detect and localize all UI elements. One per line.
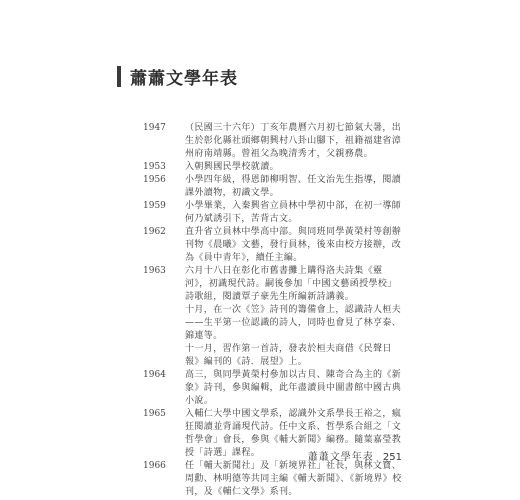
entry-text: 入朝興國民學校就讀。 <box>185 162 280 172</box>
chronology-entry <box>0 200 520 226</box>
entry-year: 1959 <box>143 201 166 211</box>
page-title: 蕭蕭文學年表 <box>130 69 238 89</box>
entry-year: 1962 <box>143 227 166 237</box>
running-title: 蕭蕭文學年表 <box>307 452 374 463</box>
chronology-entry <box>0 161 520 174</box>
chronology-entry <box>0 265 520 304</box>
chronology-entry <box>0 343 520 369</box>
chronology-entry <box>0 369 520 408</box>
title-accent-bar <box>117 66 121 87</box>
entry-text: 任「輔大新聞社」及「新境界社」社長，與林文寶、周勳、林明德等共同主編《輔大新聞》、《新境界》校刊，及《輔仁文學》系刊。 <box>185 461 402 497</box>
entry-text: 小學畢業，入秦興省立員林中學初中部，在初一導師何乃斌誘引下，苦背古文。 <box>185 201 402 224</box>
entry-text: （民國三十六年）丁亥年農曆六月初七節氣大暑，出生於彰化縣社頭鄉朝興村八卦山腳下，祖籍福建省漳州府南靖縣。曾祖父為晚清秀才，父親務農。 <box>185 123 402 159</box>
entry-text: 高三，與同學黃榮村參加以古貝、陳奇合為主的《新象》詩刊，參與編輯，此年盡讀員中圖書館中國古典小說。 <box>185 370 402 406</box>
entry-year: 1964 <box>143 370 166 380</box>
entry-text: 六月十八日在彰化市舊書攤上購得洛夫詩集《靈河》，初識現代詩。嗣後參加「中國文藝函授學校」詩歌組，閱讀覃子豪先生所編新詩講義。 <box>185 266 397 302</box>
entry-text: 直升省立員林中學高中部。與同班同學黃榮村等創辦刊物《晨曦》文藝，發行員林，後來由校方接辦，改為《員中青年》，續任主編。 <box>185 227 402 263</box>
entry-year: 1963 <box>143 266 166 276</box>
entry-text: 十月，在一次《笠》詩刊的籌備會上，認識詩人桓夫——生平第一位認識的詩人，同時也會見了林亨泰、錦連等。 <box>185 305 402 341</box>
page-number: 251 <box>382 452 402 463</box>
entry-year: 1956 <box>143 175 166 185</box>
chronology-entry <box>0 226 520 265</box>
entry-year: 1947 <box>143 123 166 133</box>
chronology-entry <box>0 174 520 200</box>
chronology-entry <box>0 460 520 499</box>
entry-text: 入輔仁大學中國文學系，認識外文系學長王裕之，瘋狂閱讀並背誦現代詩。任中文系、哲學系合組之「文哲學會」會長，參與《輔大新聞》編務。隨葉嘉瑩教授「詩選」課程。 <box>185 409 402 458</box>
entry-year: 1966 <box>143 461 166 471</box>
chronology-entry <box>0 122 520 161</box>
entry-year: 1965 <box>143 409 166 419</box>
entry-year: 1953 <box>143 162 166 172</box>
chronology-entry <box>0 408 520 460</box>
entry-text: 小學四年級，得恩師柳明智、任文治先生指導，閱讀課外讀物，初識文學。 <box>185 175 402 198</box>
chronology-list <box>0 122 520 499</box>
page-footer <box>308 448 402 463</box>
chronology-entry <box>0 304 520 343</box>
entry-text: 十一月，習作第一首詩，發表於桓夫商借《民聲日報》編刊的《詩．展望》上。 <box>185 344 392 367</box>
